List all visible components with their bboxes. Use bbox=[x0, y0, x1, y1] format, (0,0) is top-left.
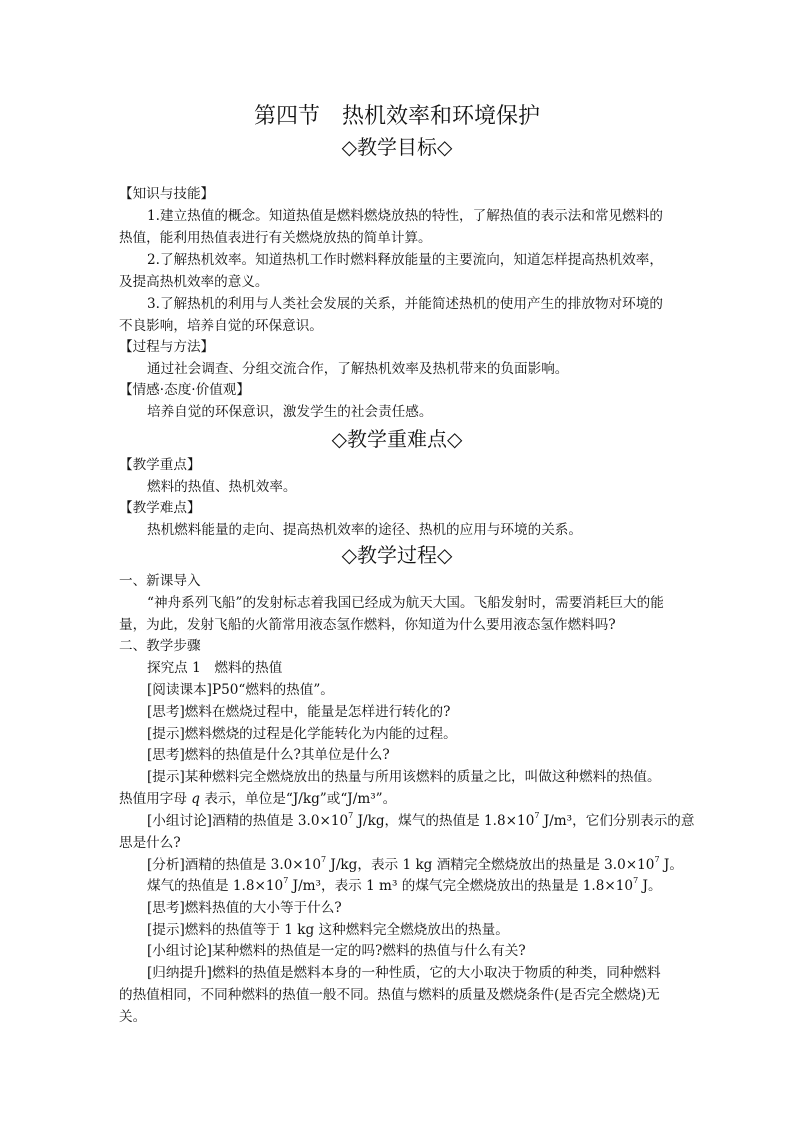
hint-2-cont-pre: 热值用字母 bbox=[119, 791, 192, 807]
exponent: 7 bbox=[283, 876, 289, 886]
read-textbook: [阅读课本]P50“燃料的热值”。 bbox=[147, 682, 334, 698]
explore-point-1: 探究点 1 燃料的热值 bbox=[147, 660, 283, 676]
analysis bbox=[147, 856, 683, 874]
exponent: 7 bbox=[654, 855, 660, 865]
analysis-part-2: J/kg，表示 1 kg 酒精完全燃烧放出的热量是 3.0×10 bbox=[326, 857, 655, 873]
gas-heat-value bbox=[147, 877, 662, 895]
analysis-part-3: J。 bbox=[659, 857, 683, 873]
page-title: 第四节 热机效率和环境保护 bbox=[253, 104, 540, 129]
knowledge-item-1: 1.建立热值的概念。知道热值是燃料燃烧放热的特性，了解热值的表示法和常见燃料的 bbox=[147, 208, 663, 224]
focus-text: 燃料的热值、热机效率。 bbox=[147, 479, 297, 495]
difficulty-label: 【教学难点】 bbox=[119, 500, 201, 516]
process-method-text: 通过社会调查、分组交流合作，了解热机效率及热机带来的负面影响。 bbox=[147, 361, 569, 377]
hint-3: [提示]燃料的热值等于 1 kg 这种燃料完全燃烧放出的热量。 bbox=[147, 922, 509, 938]
gas-part-1: 煤气的热值是 1.8×10 bbox=[147, 878, 284, 894]
think-1: [思考]燃料在燃烧过程中，能量是怎样进行转化的? bbox=[147, 704, 451, 720]
knowledge-item-2-cont: 及提高热机效率的意义。 bbox=[119, 274, 269, 290]
discussion-1-part-2: J/kg，煤气的热值是 1.8×10 bbox=[353, 813, 535, 829]
gas-part-2: J/m³，表示 1 m³ 的煤气完全燃烧放出的热量是 1.8×10 bbox=[288, 878, 634, 894]
knowledge-label: 【知识与技能】 bbox=[119, 186, 215, 202]
discussion-1-part-1: [小组讨论]酒精的热值是 3.0×10 bbox=[147, 813, 349, 829]
intro-label: 一、新课导入 bbox=[119, 573, 201, 589]
knowledge-item-3-cont: 不良影响，培养自觉的环保意识。 bbox=[119, 318, 323, 334]
think-3: [思考]燃料热值的大小等于什么? bbox=[147, 900, 342, 916]
hint-2-cont bbox=[119, 790, 396, 808]
exponent: 7 bbox=[320, 855, 327, 865]
summary: [归纳提升]燃料的热值是燃料本身的一种性质，它的大小取决于物质的种类，同种燃料 bbox=[147, 965, 661, 981]
symbol-q: q bbox=[191, 791, 200, 807]
discussion-1-cont: 思是什么? bbox=[119, 835, 181, 851]
knowledge-item-1-cont: 热值，能利用热值表进行有关燃烧放热的简单计算。 bbox=[119, 230, 432, 246]
exponent: 7 bbox=[633, 876, 639, 886]
section-heading-objectives: ◇教学目标◇ bbox=[341, 135, 453, 159]
steps-label: 二、教学步骤 bbox=[119, 638, 201, 654]
knowledge-item-2: 2.了解热机效率。知道热机工作时燃料释放能量的主要流向，知道怎样提高热机效率， bbox=[147, 252, 663, 268]
process-method-label: 【过程与方法】 bbox=[119, 339, 215, 355]
emotion-label: 【情感·态度·价值观】 bbox=[119, 382, 250, 398]
discussion-1-part-3: J/m³，它们分别表示的意 bbox=[539, 813, 695, 829]
think-2: [思考]燃料的热值是什么?其单位是什么? bbox=[147, 747, 390, 763]
summary-cont-2: 关。 bbox=[119, 1009, 147, 1025]
intro-text-cont: 量，为此，发射飞船的火箭常用液态氢作燃料，你知道为什么要用液态氢作燃料吗? bbox=[119, 617, 616, 633]
section-heading-keypoints: ◇教学重难点◇ bbox=[331, 427, 463, 451]
hint-1: [提示]燃料燃烧的过程是化学能转化为内能的过程。 bbox=[147, 726, 457, 742]
discussion-1 bbox=[147, 812, 694, 830]
exponent: 7 bbox=[348, 811, 354, 821]
section-heading-process: ◇教学过程◇ bbox=[341, 543, 453, 567]
analysis-part-1: [分析]酒精的热值是 3.0×10 bbox=[147, 857, 321, 873]
focus-label: 【教学重点】 bbox=[119, 457, 201, 473]
difficulty-text: 热机燃料能量的走向、提高热机效率的途径、热机的应用与环境的关系。 bbox=[147, 522, 582, 538]
hint-2: [提示]某种燃料完全燃烧放出的热量与所用该燃料的质量之比，叫做这种燃料的热值。 bbox=[147, 769, 661, 785]
exponent: 7 bbox=[534, 811, 540, 821]
gas-part-3: J。 bbox=[638, 878, 662, 894]
intro-text: “神舟系列飞船”的发射标志着我国已经成为航天大国。飞船发射时，需要消耗巨大的能 bbox=[147, 595, 664, 611]
summary-cont: 的热值相同，不同种燃料的热值一般不同。热值与燃料的质量及燃烧条件(是否完全燃烧)无 bbox=[119, 987, 660, 1003]
hint-2-cont-post: 表示，单位是“J/kg”或“J/m³”。 bbox=[200, 791, 397, 807]
knowledge-item-3: 3.了解热机的利用与人类社会发展的关系，并能简述热机的使用产生的排放物对环境的 bbox=[147, 296, 663, 312]
emotion-text: 培养自觉的环保意识，激发学生的社会责任感。 bbox=[147, 404, 433, 420]
discussion-2: [小组讨论]某种燃料的热值是一定的吗?燃料的热值与什么有关? bbox=[147, 943, 526, 959]
